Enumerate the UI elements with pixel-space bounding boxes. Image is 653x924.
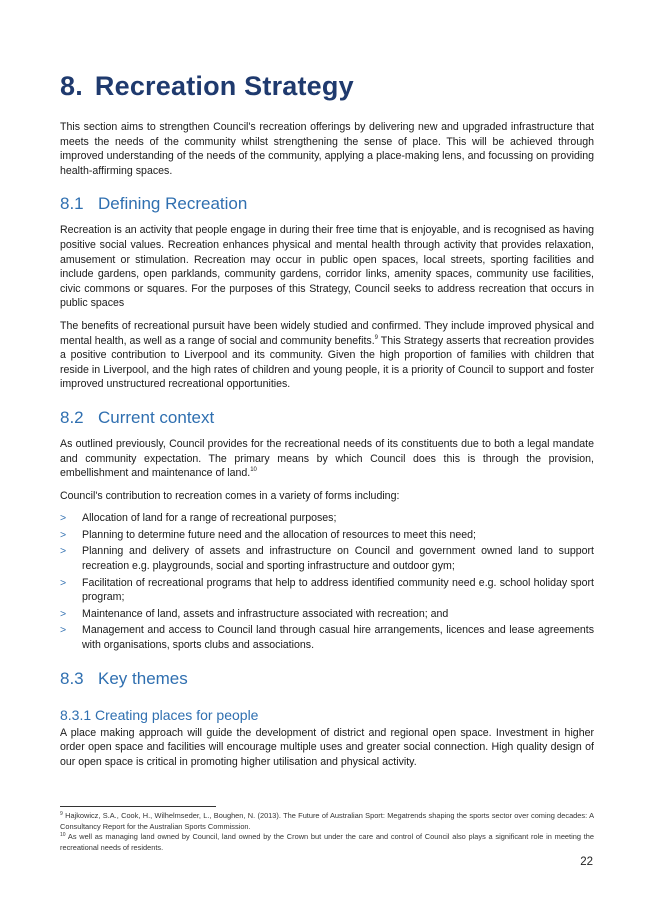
page-content xyxy=(60,66,594,777)
chevron-right-icon: > xyxy=(60,576,67,589)
chevron-right-icon: > xyxy=(60,624,67,637)
defining-recreation-paragraph-2: The benefits of recreational pursuit have been widely studied and confirmed. They include improved physical and mental health, as well as a range of social and community benefits.$^9$ This Strategy asserts that recreation provides a positive contribution to Liverpool and its community. Given the high proportion of families with children that reside in Liverpool, and the high rates of children and young people, it is a priority of Council to support and foster improved unstructured recreational opportunities. xyxy=(60,319,595,391)
footnote-10: $^{10}$ As well as managing land owned by Council, land owned by the Crown but under the care and control of Council also plays a significant role in meeting the recreational needs of residents. xyxy=(60,832,594,852)
subsection-heading-8-1: 8.1 Defining Recreation xyxy=(60,194,248,214)
list-item: > Planning and delivery of assets and infrastructure on Council and government owned land to support recreation e.g. playgrounds, social and sporting infrastructure and outdoor gym; xyxy=(60,545,594,573)
list-item: > Maintenance of land, assets and infrastructure associated with recreation; and xyxy=(60,607,449,620)
contribution-list xyxy=(60,511,594,652)
subsection-heading-8-3-1: 8.3.1 Creating places for people xyxy=(60,706,259,723)
section-title: Recreation Strategy xyxy=(94,71,354,101)
current-context-paragraph-2: Council's contribution to recreation comes in a variety of forms including: xyxy=(60,489,400,502)
page-number: 22 xyxy=(580,856,593,868)
defining-recreation-paragraph-1: Recreation is an activity that people engage in during their free time that is enjoyable, and is recognised as having positive social values. Recreation enhances physical and mental health through activity that provides relaxation, amusement or stimulation. Recreation may occur in public open spaces, local streets, sporting facilities and include gardens, open parklands, community gardens, corridor links, amenity spaces, community use facilities, civic commons or squares. For the purposes of this Strategy, Council seeks to address recreation that occurs in public spaces xyxy=(60,224,594,310)
footnote-ref-10[interactable]: 10 xyxy=(250,467,257,474)
chevron-right-icon: > xyxy=(60,528,67,541)
footnote-ref-9[interactable]: 9 xyxy=(374,334,378,341)
creating-places-paragraph: A place making approach will guide the development of district and regional open space. Investment in higher order open space and facilities will encourage multiple uses and greater social connection. High quality design of our open space is critical in promoting higher utilisation and physical activity. xyxy=(60,726,594,768)
section-number: 8. xyxy=(60,71,83,101)
footnote-9: $^9$ Hajkowicz, S.A., Cook, H., Wilhelmseder, L., Boughen, N. (2013). The Future of Australian Sport: Megatrends shaping the sports sector over coming decades: A Consultancy Report for the Australian Sports Commission. xyxy=(60,811,594,831)
footnotes xyxy=(60,806,594,853)
chevron-right-icon: > xyxy=(60,512,67,525)
list-item: > Management and access to Council land through casual hire arrangements, licences and lease agreements with organisations, sports clubs and associations. xyxy=(60,624,594,652)
subsection-heading-8-3: 8.3 Key themes xyxy=(60,668,188,688)
intro-paragraph: This section aims to strengthen Council's recreation offerings by delivering new and upgraded infrastructure that meets the needs of the community whilst strengthening the sense of place. This will be achieved through improved understanding of the needs of the community, applying a place-making lens, and focussing on providing health-affirming spaces. xyxy=(60,121,594,177)
page-title xyxy=(60,66,594,106)
list-item: > Facilitation of recreational programs that help to address identified community need e.g. school holiday sport program; xyxy=(60,576,594,604)
current-context-paragraph-1: As outlined previously, Council provides for the recreational needs of its constituents due to both a legal mandate and community expectation. The primary means by which Council does this is through the provision, embellishment and maintenance of land.$^{10}$ xyxy=(60,437,594,480)
chevron-right-icon: > xyxy=(60,545,67,558)
list-item: > Planning to determine future need and the allocation of resources to meet this need; xyxy=(60,528,476,541)
subsection-heading-8-2: 8.2 Current context xyxy=(60,407,215,427)
footnote-divider xyxy=(60,806,216,807)
list-item: > Allocation of land for a range of recreational purposes; xyxy=(60,512,337,525)
chevron-right-icon: > xyxy=(60,607,67,620)
